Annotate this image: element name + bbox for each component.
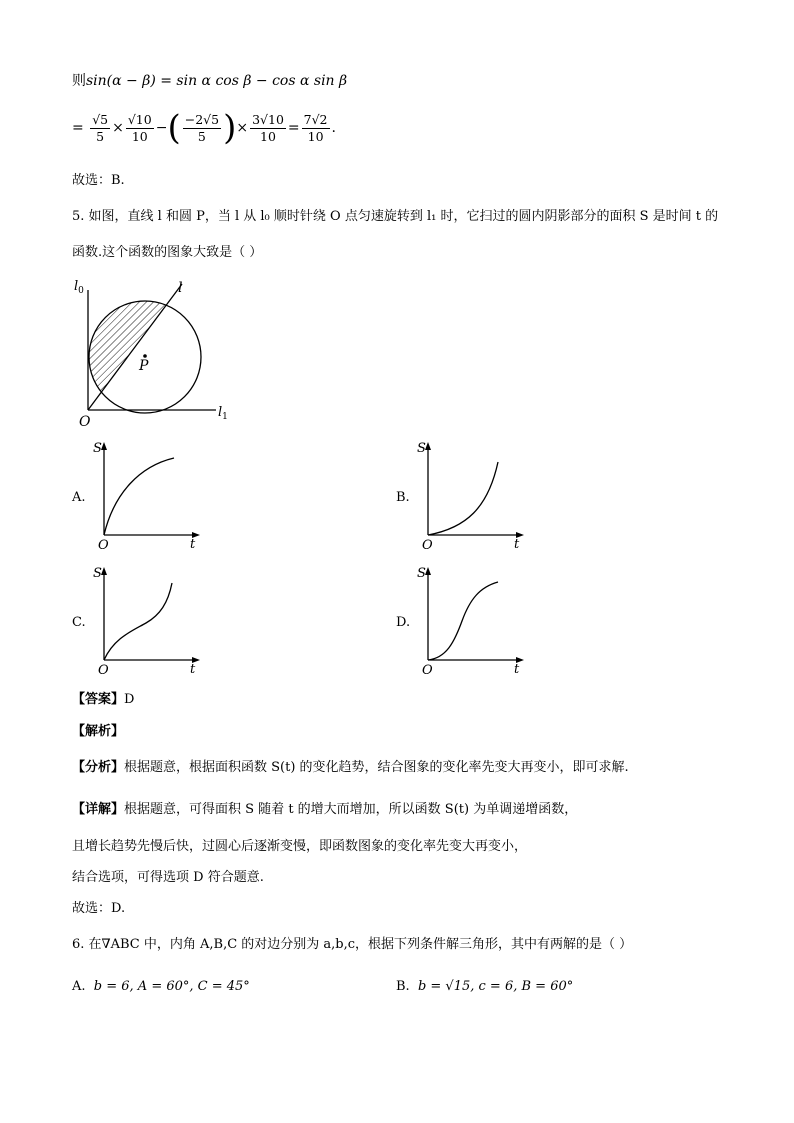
q6-option-a-label: A. <box>72 979 86 994</box>
curve-d <box>428 582 498 660</box>
axis-o-a: O <box>98 538 109 553</box>
xiangjie-line <box>72 801 577 819</box>
axis-t-b: t <box>514 537 520 552</box>
fenxi-tag: 【分析】 <box>72 760 125 775</box>
q5-main-figure <box>70 272 240 430</box>
fraction-1: $\frac{√5}{5}$ <box>92 111 109 144</box>
eq-sign: = <box>72 120 84 136</box>
axis-s-b: S <box>417 441 426 456</box>
axis-t-a: t <box>190 537 196 552</box>
answer-value: D <box>124 692 135 707</box>
detail-line-3: 结合选项，可得选项 D 符合题意. <box>72 870 264 885</box>
analysis-tag: 【解析】 <box>72 724 125 739</box>
fraction-2: $\frac{√10}{10}$ <box>127 111 152 144</box>
option-d-graph <box>416 563 528 679</box>
fraction-5: $\frac{7√2}{10}$ <box>303 111 328 144</box>
times-sign-2: × <box>236 120 249 136</box>
option-b-label: B. <box>396 490 410 505</box>
axis-o-d: O <box>422 663 433 678</box>
curve-a <box>104 458 174 535</box>
right-paren: ) <box>223 108 237 148</box>
q6-option-b-text: b = √15, c = 6, B = 60° <box>417 979 574 994</box>
fenxi-text: 根据题意，根据面积函数 S(t) 的变化趋势，结合图象的变化率先变大再变小，即可求解. <box>124 760 629 775</box>
curve-c <box>104 583 172 660</box>
q5-line-2: 函数.这个函数的图象大致是（ ） <box>72 245 263 260</box>
formula-intro: 则 <box>72 73 86 89</box>
shaded-region <box>70 284 182 410</box>
xiangjie-tag: 【详解】 <box>72 802 125 817</box>
label-p: P <box>139 358 149 374</box>
xiangjie-text: 根据题意，可得面积 S 随着 t 的增大而增加，所以函数 S(t) 为单调递增函数， <box>124 802 578 817</box>
detail-line-2: 且增长趋势先慢后快，过圆心后逐渐变慢，即函数图象的变化率先变大再变小， <box>72 839 528 854</box>
label-o: O <box>79 414 91 430</box>
axis-o-c: O <box>98 663 109 678</box>
axis-o-b: O <box>422 538 433 553</box>
prev-answer: 故选：B. <box>72 173 125 188</box>
q6-option-b-label: B. <box>396 979 410 994</box>
option-b-graph <box>416 438 528 554</box>
formula-line-1 <box>72 72 347 90</box>
q5-line-1: 5. 如图，直线 l 和圆 P，当 l 从 l₀ 顺时针绕 O 点匀速旋转到 l₁ 时，它扫过的圆内阴影部分的面积 S 是时间 t 的 <box>72 209 719 224</box>
label-l0: $l_0$ <box>74 279 84 296</box>
answer-tag: 【答案】 <box>72 692 125 707</box>
label-l: l <box>178 280 183 296</box>
option-a-graph <box>92 438 204 554</box>
fraction-4: $\frac{3√10}{10}$ <box>252 111 284 144</box>
option-c-label: C. <box>72 615 86 630</box>
formula-sin-diff: sin(α − β) = sin α cos β − cos α sin β <box>86 73 348 89</box>
fenxi-line <box>72 759 629 777</box>
axis-t-d: t <box>514 662 520 677</box>
axis-s-a: S <box>93 441 102 456</box>
fraction-3: $\frac{-2√5}{5}$ <box>184 111 220 144</box>
q6-option-b <box>396 978 573 996</box>
answer-line <box>72 691 134 709</box>
label-l1: $l_1$ <box>218 405 228 422</box>
option-a-label: A. <box>72 490 86 505</box>
left-paren: ( <box>167 108 181 148</box>
q6-option-a <box>72 978 250 996</box>
option-d-label: D. <box>396 615 411 630</box>
option-c-graph <box>92 563 204 679</box>
formula-line-2: = $\frac{√5}{5}$ × $\frac{√10}{10}$ −( $\frac{-2√5}{5}$ )× $\frac{3√10}{10}$ = $\frac{7√2}{10}$ . <box>72 108 336 148</box>
final-answer: 故选：D. <box>72 901 126 916</box>
curve-b <box>428 462 498 535</box>
q6-option-a-text: b = 6, A = 60°, C = 45° <box>93 979 250 994</box>
axis-t-c: t <box>190 662 196 677</box>
q6-line-1: 6. 在∇ABC 中，内角 A,B,C 的对边分别为 a,b,c，根据下列条件解三角形，其中有两解的是（ ） <box>72 937 633 952</box>
axis-s-d: S <box>417 566 426 581</box>
axis-s-c: S <box>93 566 102 581</box>
